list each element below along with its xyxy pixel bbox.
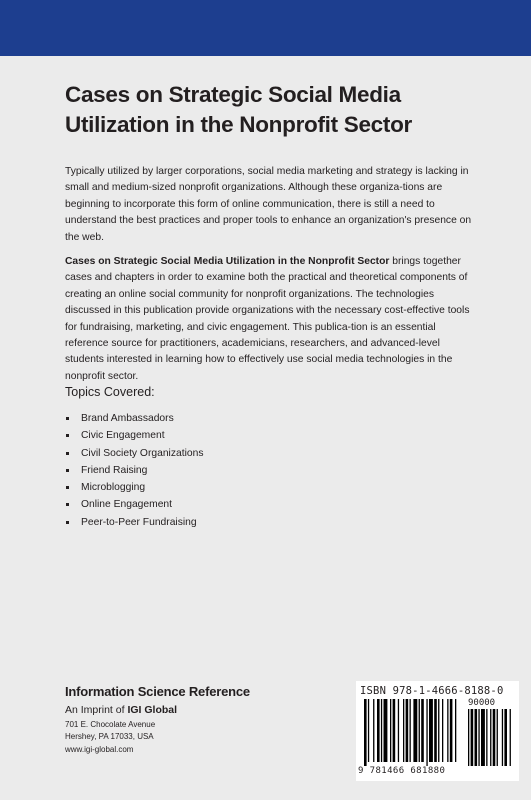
topic-item: Civic Engagement <box>65 427 203 444</box>
description-paragraph-2-text: brings together cases and chapters in order to examine both the practical and theoretical components of creating an online social community for nonprofit organizations. The technologies discussed in this publication provide organizations with the necessary cost-effective tools for fundraising, marketing, and civic engagement. This publica-tion is an essential reference source for practitioners, academicians, researchers, and advanced-level students interested in learning how to effectively use social media technologies in the nonprofit sector. <box>65 256 470 382</box>
barcode-bar <box>410 699 411 762</box>
barcode-bar <box>419 699 420 762</box>
topic-item: Online Engagement <box>65 496 203 513</box>
barcode-bar <box>384 699 388 762</box>
title-line-2: Utilization in the Nonprofit Sector <box>65 112 412 137</box>
barcode-bar <box>403 699 404 762</box>
barcode-bar <box>373 699 374 762</box>
barcode-addon-bar <box>497 709 498 766</box>
barcode-bar <box>368 699 369 762</box>
topics-list <box>65 410 203 531</box>
top-color-band <box>0 0 531 56</box>
description-paragraph-1: Typically utilized by larger corporations, social media marketing and strategy is lacking in small and medium-sized nonprofit organizations. Although these organiza-tions are beginning to incorporate this form of online communication, there is still a need to understand the best practices and proper tools to enhance an organization's presence on the web. <box>65 166 472 243</box>
imprint-name: IGI Global <box>127 704 178 716</box>
barcode-addon-bar <box>468 709 469 766</box>
barcode-addon-bar <box>478 709 479 766</box>
topic-item: Microblogging <box>65 479 203 496</box>
barcode-addon-bar <box>481 709 485 766</box>
topic-item: Civil Society Organizations <box>65 445 203 462</box>
barcode-bar <box>377 699 380 762</box>
imprint-prefix: An Imprint of <box>65 704 128 716</box>
barcode-bar <box>413 699 417 762</box>
barcode-bar <box>429 699 433 762</box>
barcode-bar <box>406 699 409 762</box>
title-line-1: Cases on Strategic Social Media <box>65 82 401 107</box>
description-paragraph-2 <box>65 254 475 385</box>
topic-item: Brand Ambassadors <box>65 410 203 427</box>
barcode-addon-bar <box>502 709 503 766</box>
barcode-bar <box>455 699 456 762</box>
topics-heading: Topics Covered: <box>65 385 155 399</box>
publisher-address-line-1: 701 E. Chocolate Avenue <box>65 720 156 729</box>
barcode-bar <box>434 699 437 762</box>
barcode-addon-bar <box>493 709 496 766</box>
barcode-addon-bar <box>510 709 511 766</box>
barcode-bar <box>447 699 448 762</box>
barcode-bar <box>364 699 367 766</box>
publisher-imprint <box>65 704 177 716</box>
barcode-addon-bar <box>471 709 474 766</box>
barcode-addon-number: 90000 <box>468 698 496 708</box>
barcode-bar <box>442 699 443 762</box>
barcode-bar <box>450 699 453 762</box>
barcode-bar <box>426 699 427 766</box>
barcode-addon-bar <box>475 709 478 766</box>
ean-digits: 9 781466 681880 <box>358 766 446 776</box>
topic-item: Peer-to-Peer Fundraising <box>65 514 203 531</box>
publisher-name: Information Science Reference <box>65 684 250 699</box>
barcode-bar <box>438 699 439 762</box>
barcode-bar <box>398 699 399 762</box>
topic-item: Friend Raising <box>65 462 203 479</box>
barcode-bar <box>381 699 382 762</box>
barcode-addon-bar <box>504 709 507 766</box>
isbn-barcode <box>356 681 519 781</box>
description-book-title: Cases on Strategic Social Media Utilization in the Nonprofit Sector <box>65 256 390 267</box>
barcode-addon-bar <box>490 709 491 766</box>
barcode-addon-bar <box>486 709 487 766</box>
barcode-bar <box>421 699 424 762</box>
book-title <box>65 80 505 140</box>
isbn-number: ISBN 978-1-4666-8188-0 <box>360 685 504 697</box>
barcode-bar <box>393 699 396 762</box>
publisher-address-line-2: Hershey, PA 17033, USA <box>65 732 154 741</box>
barcode-bar <box>390 699 391 762</box>
publisher-website: www.igi-global.com <box>65 745 134 754</box>
